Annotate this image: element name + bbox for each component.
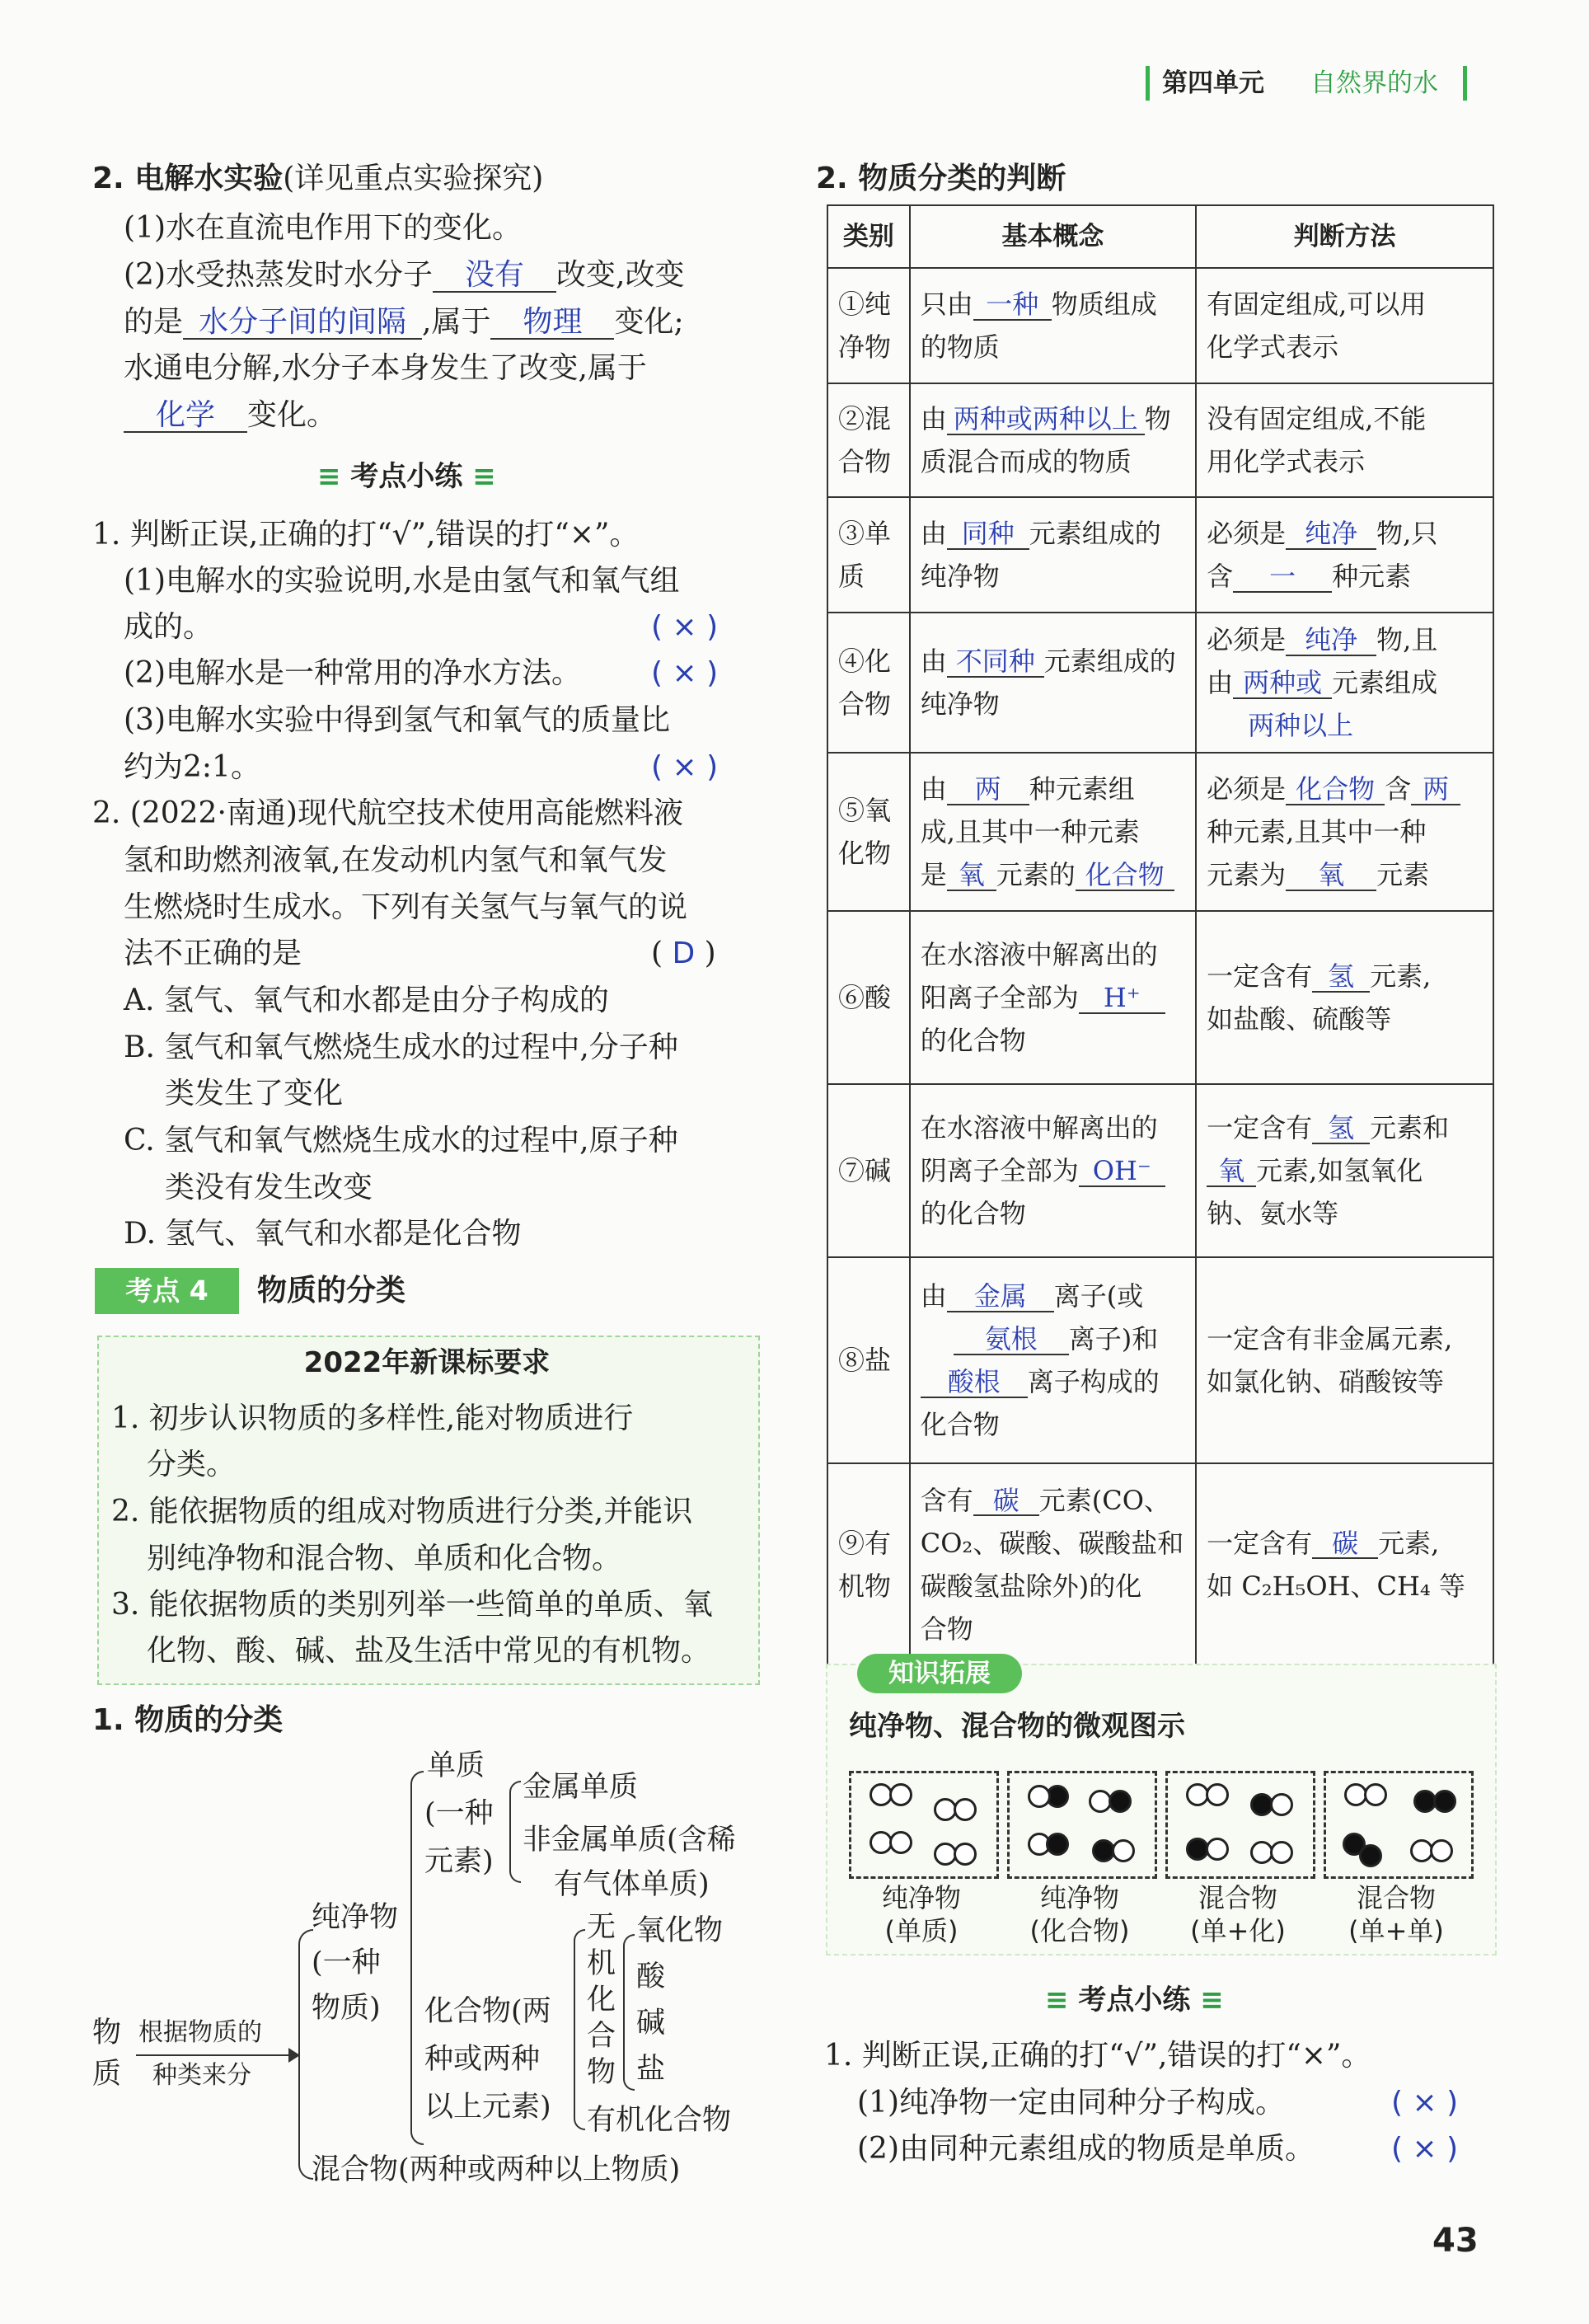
q2-d: 法不正确的是 [124, 937, 302, 970]
tree-inorg-3: 化 [587, 1984, 616, 2016]
tree-compound-3: 以上元素) [424, 2091, 551, 2124]
tree-root-2: 质 [92, 2058, 122, 2091]
micro-diagram-mixture-element-element [1324, 1771, 1474, 1879]
kd4-tag: 考点 4 [95, 1268, 239, 1314]
right-q1-1: (1)纯净物一定由同种分子构成。 [857, 2086, 1285, 2120]
q2-answer: ( D ) [651, 937, 716, 970]
table-row: ⑥酸 在水溶液中解离出的 阳离子全部为 H⁺ 的化合物 一定含有 氢 元素, 如盐酸、硫酸等 [827, 911, 1493, 1084]
table-row: ④化 合物 由 不同种 元素组成的 纯净物 必须是 纯净 物,且 由 两种或 元素组成 两种以上 [827, 613, 1493, 753]
tree-root-1: 物 [92, 2016, 122, 2049]
table-row: ①纯 净物 只由 一种 物质组成 的物质 有固定组成,可以用 化学式表示 [827, 268, 1493, 383]
answer-blank: 物理 [490, 307, 614, 340]
q1-3b: 约为2:1。 [124, 750, 260, 784]
header-bar-left [1146, 66, 1150, 101]
q1-2-answer: ( × ) [651, 656, 719, 690]
q1-3a: (3)电解水实验中得到氢气和氧气的质量比 [124, 703, 670, 737]
tree-inorg-5: 物 [587, 2056, 616, 2089]
req-2b: 别纯净物和混合物、单质和化合物。 [147, 1542, 622, 1575]
table-row: ⑤氧 化物 由 两 种元素组 成,且其中一种元素 是 氧 元素的 化合物 必须是 化合物 含 两 种元素,且其中一种 元素为 氧 元素 [827, 753, 1493, 911]
req-3a: 3. 能依据物质的类别列举一些简单的单质、氧 [111, 1588, 713, 1622]
table-header: 类别 [827, 205, 910, 268]
micro-label: 纯净物 (单质) [881, 1882, 961, 1946]
tree-element-1: 单质 [427, 1749, 485, 1782]
tree-element-2: (一种 [424, 1797, 494, 1830]
table-row: ③单质 由 同种 元素组成的 纯净物 必须是 纯净 物,只 含 一 种元素 [827, 497, 1493, 613]
right-q1-2: (2)由同种元素组成的物质是单质。 [857, 2132, 1315, 2166]
section-2-title: 2. 电解水实验(详见重点实验探究) [92, 162, 544, 195]
tree-brace-inorg [623, 1934, 635, 2091]
table-row: ②混 合物 由 两种或两种以上 物 质混合而成的物质 没有固定组成,不能 用化学式表示 [827, 383, 1493, 497]
kd4-title: 物质的分类 [257, 1274, 406, 1308]
practice-heading-right: ≡ 考点小练 ≡ [1045, 1984, 1224, 2016]
tree-compound-2: 种或两种 [424, 2043, 541, 2076]
tree-by-2: 种类来分 [152, 2061, 251, 2090]
micro-label: 混合物 (单+单) [1348, 1882, 1444, 1946]
q2-c: 生燃烧时生成水。下列有关氢气与氧气的说 [124, 890, 688, 924]
tree-organic: 有机化合物 [587, 2104, 732, 2137]
req-1a: 1. 初步认识物质的多样性,能对物质进行 [111, 1401, 634, 1435]
micro-diagram-pure-compound [1007, 1771, 1157, 1879]
s2-p4: 水通电分解,水分子本身发生了改变,属于 [124, 351, 647, 385]
q1-1-answer: ( × ) [651, 610, 719, 644]
q1-1a: (1)电解水的实验说明,水是由氢气和氧气组 [124, 564, 680, 598]
tree-pure: 纯净物 [312, 1901, 399, 1934]
micro-diagram-mixture-element-compound [1165, 1771, 1315, 1879]
tree-base: 碱 [636, 2007, 666, 2040]
right-q1-1-answer: ( × ) [1391, 2086, 1459, 2120]
table-row: ⑦碱 在水溶液中解离出的 阴离子全部为 OH⁻ 的化合物 一定含有 氢 元素和 氧 元素,如氢氧化 钠、氨水等 [827, 1084, 1493, 1257]
classification-table [827, 204, 1494, 1666]
tree-pure-note-1: (一种 [312, 1946, 381, 1979]
q1-3-answer: ( × ) [651, 750, 719, 784]
tree-brace-pure [410, 1771, 424, 2145]
option-b1: B. 氢气和氧气燃烧生成水的过程中,分子种 [124, 1031, 678, 1064]
extension-title: 纯净物、混合物的微观图示 [849, 1710, 1185, 1743]
s2-p5: 化学 变化。 [124, 392, 336, 439]
answer-blank: 化学 [124, 400, 247, 433]
micro-label: 混合物 (单+化) [1190, 1882, 1286, 1946]
option-c1: C. 氢气和氧气燃烧生成水的过程中,原子种 [124, 1124, 678, 1157]
requirements-title: 2022年新课标要求 [303, 1346, 551, 1379]
req-3b: 化物、酸、碱、盐及生活中常见的有机物。 [147, 1634, 711, 1668]
option-c2: 类没有发生改变 [165, 1171, 373, 1204]
header-title: 自然界的水 [1310, 68, 1438, 98]
right-s2-title: 2. 物质分类的判断 [816, 162, 1066, 195]
tree-metal: 金属单质 [523, 1771, 639, 1804]
table-row: ⑨有 机物 含有 碳 元素(CO、 CO₂、碳酸、碳酸盐和 碳酸氢盐除外)的化 合物 一定含有 碳 元素, 如 C₂H₅OH、CH₄ 等 [827, 1463, 1493, 1665]
tree-inorg-1: 无 [587, 1911, 616, 1944]
s2-p3: 的是 水分子间的间隔 ,属于 物理 变化; [124, 305, 684, 339]
req-2a: 2. 能依据物质的组成对物质进行分类,并能识 [111, 1495, 693, 1528]
q1-1b: 成的。 [124, 610, 213, 644]
tree-nonmetal-2: 有气体单质) [554, 1868, 710, 1901]
page-number: 43 [1432, 2222, 1479, 2260]
right-q1-2-answer: ( × ) [1391, 2132, 1459, 2166]
q1-2: (2)电解水是一种常用的净水方法。 [124, 656, 581, 690]
table-row: ⑧盐 由 金属 离子(或 氨根 离子)和 酸根 离子构成的 化合物 一定含有非金属元素, 如氯化钠、硝酸铵等 [827, 1257, 1493, 1463]
micro-diagram-pure-element [849, 1771, 999, 1879]
header-bar-right [1463, 66, 1467, 101]
tree-inorg-2: 机 [587, 1947, 616, 1980]
q2-a: 2. (2022·南通)现代航空技术使用高能燃料液 [92, 796, 683, 830]
req-1b: 分类。 [147, 1448, 237, 1481]
right-q1: 1. 判断正误,正确的打“√”,错误的打“×”。 [824, 2039, 1371, 2073]
answer-blank: 水分子间的间隔 [183, 307, 422, 340]
tree-pure-note-2: 物质) [312, 1992, 381, 2025]
tree-inorg-4: 合 [587, 2020, 616, 2053]
tree-brace-element [509, 1781, 521, 1883]
tree-nonmetal-1: 非金属单质(含稀 [523, 1824, 736, 1857]
table-header-row [827, 205, 1493, 268]
s2-p2: (2)水受热蒸发时水分子 没有 改变,改变 [124, 258, 685, 292]
tree-acid: 酸 [636, 1960, 666, 1993]
q1: 1. 判断正误,正确的打“√”,错误的打“×”。 [92, 518, 640, 552]
option-d: D. 氢气、氧气和水都是化合物 [124, 1217, 522, 1251]
tree-oxide: 氧化物 [636, 1914, 724, 1947]
practice-heading-left: ≡ 考点小练 ≡ [317, 460, 496, 493]
tree-salt: 盐 [636, 2053, 666, 2086]
q2-b: 氢和助燃剂液氧,在发动机内氢气和氧气发 [124, 843, 668, 877]
tree-compound-1: 化合物(两 [424, 1995, 551, 2028]
tree-element-3: 元素) [424, 1845, 494, 1878]
option-a: A. 氢气、氧气和水都是由分子构成的 [124, 984, 609, 1017]
table-header: 基本概念 [910, 205, 1196, 268]
extension-tag: 知识拓展 [857, 1654, 1022, 1693]
tree-mixture: 混合物(两种或两种以上物质) [312, 2153, 681, 2186]
s2-p1: (1)水在直流电作用下的变化。 [124, 211, 522, 245]
s1-title: 1. 物质的分类 [92, 1703, 284, 1737]
option-b2: 类发生了变化 [165, 1077, 344, 1110]
micro-label: 纯净物 (化合物) [1029, 1882, 1130, 1946]
table-header: 判断方法 [1196, 205, 1493, 268]
header-unit: 第四单元 [1162, 68, 1264, 98]
tree-by-1: 根据物质的 [138, 2018, 262, 2047]
answer-blank: 没有 [433, 260, 556, 293]
tree-brace-compound [574, 1929, 585, 2130]
